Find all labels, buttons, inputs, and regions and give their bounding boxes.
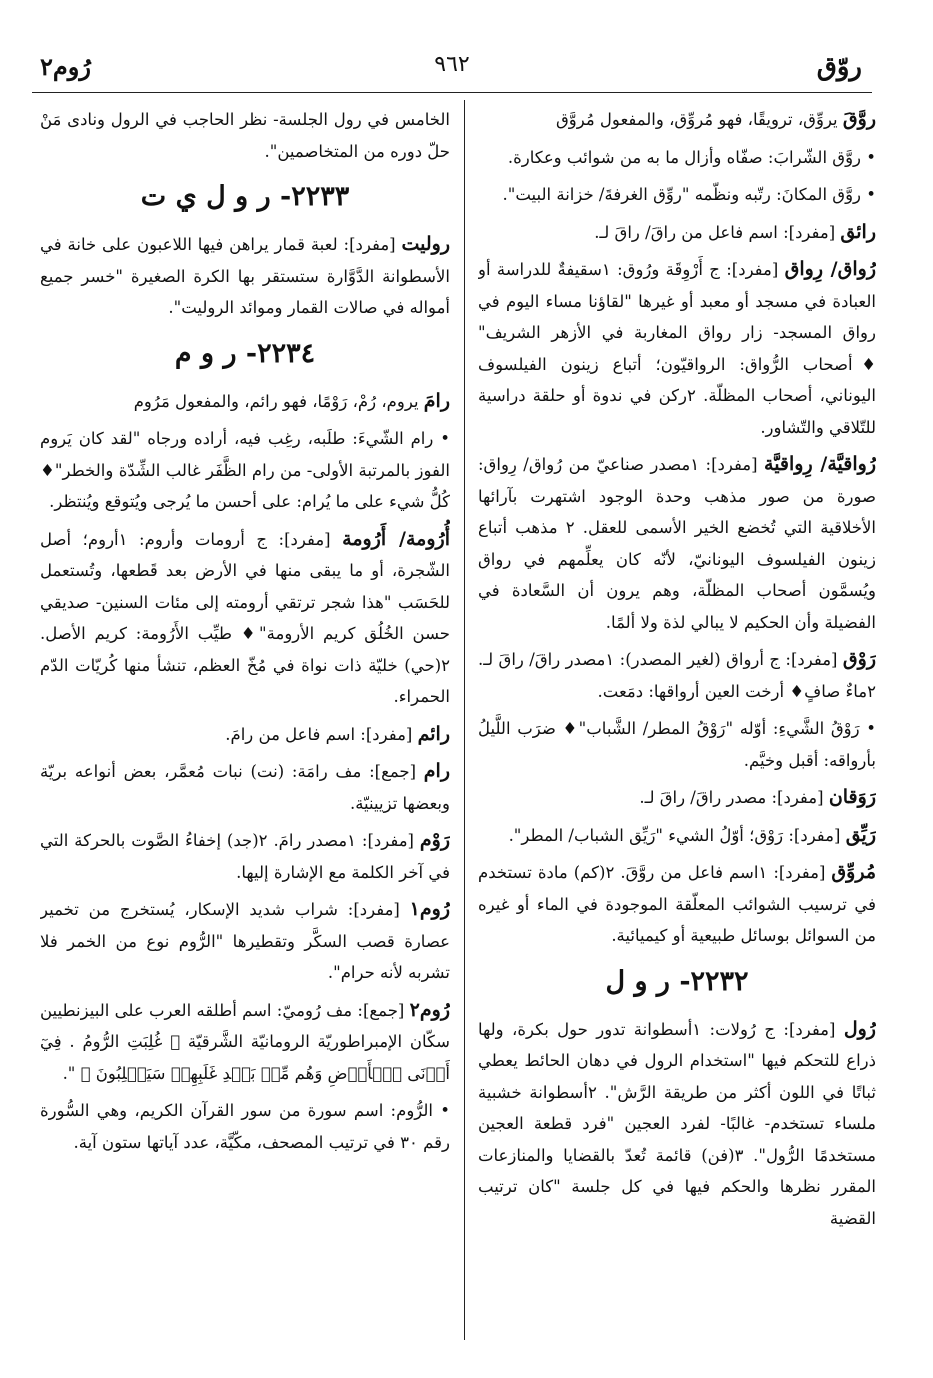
entry-headword: رُواق/ رِواق	[784, 258, 876, 280]
dictionary-entry	[478, 142, 876, 174]
entry-headword: رائم	[417, 722, 450, 745]
entry-definition: [جمع]: مف رامَة: (نت) نبات مُعمَّر، بعض أنواعه بريّة وبعضها تزيينيّة.	[40, 762, 450, 813]
root-heading-2234: ٢٢٣٤- ر و م	[174, 337, 316, 369]
dictionary-entry	[40, 894, 450, 989]
entry-definition: [جمع]: مف رُوميّ: اسم أطلقه العرب على البيزنطيين سكّان الإمبراطوريّة الرومانيّة الشَّرقيّة ﴿ غُلِبَتِ الرُّومُ . فِيٓ أَدۡنَى ٱلۡأَرۡضِ وَهُم مِّنۢ بَعۡدِ غَلَبِهِمۡ سَيَغۡلِبُونَ ﴾ ".	[40, 1000, 450, 1083]
entry-headword: رام	[423, 760, 450, 782]
dictionary-entry	[40, 1095, 450, 1158]
entry-definition: [مفرد]: رَوْق؛ أوّلُ الشيء "رَيِّق الشباب/ المطر".	[508, 825, 841, 845]
continued-text: الخامس في رول الجلسة- نظر الحاجب في الرول ونادى مَنْ حلّ دوره من المتخاصمين".	[40, 110, 450, 161]
dictionary-entry	[40, 229, 450, 324]
entry-definition: [مفرد]: ج رُولات: ١أسطوانة تدور حول بكرة، ولها ذراع للتحكم فيها "استخدام الرول في دهان الحائط يعطي ثباتًا في اللون أكثر من طريقة الرَّش". ٢أسطوانة خشبية ملساء تستخدم- غالبًا- لفرد العجين "فرد قطعة العجين مستخدمًا الرُّول". ٣(فن) قائمة تُعدّ بالقضايا والمنازعات المقرر نظرها والحكم فيها في كل جلسة "كان ترتيب القضية	[478, 1019, 876, 1228]
entry-headword: أُرُومة/ أَرُومة	[342, 527, 450, 550]
dictionary-entry	[478, 857, 876, 952]
entry-definition: • رَوْقُ الشَّيءِ: أوّله "رَوْقُ المطر/ الشَّباب"♦ ضرَب اللَّيلُ بأرواقه: أقبل وخيَّم.	[478, 719, 876, 770]
dictionary-entry	[40, 995, 450, 1090]
dictionary-entry	[478, 254, 876, 443]
root-heading-2233: ٢٢٣٣- ر و ل ي ت	[140, 181, 350, 212]
entry-headword: رَيِّق	[845, 823, 876, 846]
entry-definition: [مفرد]: مصدر راقَ/ راقَ لـ.	[639, 788, 824, 807]
entry-definition: [مفرد]: ج أرومات وأروم: ١أروم؛ أصل الشّجرة، أو ما يبقى منها في الأرض بعد قَطعها، وتُستعمل للحَسَب "هذا شجر ترتقي أرومته إلى مئات السنين- صديقي حسن الخُلُق كريم الأرومة"♦ طيِّب الأَرُومة: كريم الأصل. ٢(حي) خليّة ذات نواة في مُخّ العظم، تنشأ منها كُريّات الدّم الحمراء.	[40, 529, 450, 706]
entry-definition: • الرُّوم: اسم سورة من سور القرآن الكريم، وهي السُّورة رقم ٣٠ في ترتيب المصحف، مكّيَّة، عدد آياتها ستون آية.	[40, 1101, 450, 1152]
entry-definition: [مفرد]: شراب شديد الإسكار، يُستخرج من تخمير عصارة قصب السكَّر وتقطيرها "الرُّوم نوع من الخمر فلا تشربه لأنه حرام".	[40, 900, 450, 982]
entry-headword: رُواقيَّة/ رِواقيَّة	[764, 453, 876, 475]
column-divider	[464, 100, 465, 1340]
entry-headword: رَوَقان	[828, 786, 876, 808]
page-number: ٩٦٢	[434, 52, 470, 77]
dictionary-entry	[478, 782, 876, 814]
dictionary-entry	[478, 1014, 876, 1235]
entry-headword: مُروِّق	[831, 861, 876, 883]
bottom-mark	[360, 1356, 380, 1366]
entry-definition: يروم، رُمْ، رَوْمًا، فهو رائم، والمفعول مَرُوم	[133, 391, 419, 411]
entry-headword: رَوْم	[419, 829, 450, 851]
entry-headword: روَّقَ	[842, 108, 876, 130]
entry-headword: رائق	[840, 220, 876, 243]
entry-definition: [مفرد]: ١مصدر رامَ. ٢(جد) إخفاءُ الصَّوت بالحركة التي في آخر الكلمة مع الإشارة إليها.	[40, 831, 450, 882]
guide-word-right: روّق	[816, 52, 862, 82]
dictionary-entry	[40, 524, 450, 713]
entry-headword: رَوْق	[842, 648, 876, 670]
entry-headword: رُوم١	[409, 898, 450, 920]
dictionary-entry	[478, 713, 876, 776]
entry-headword: رُوم٢	[409, 998, 450, 1021]
dictionary-entry	[40, 719, 450, 751]
entry-definition: [مفرد]: ١مصدر صناعيّ من رُواق/ رِواق: صورة من صور مذهب وحدة الوجود اشتهرت بآرائها الأخلاقية التي تُخضع الخير الأسمى للعقل. ٢ مذهب أتباع زينون الفيلسوف اليونانيّ، لأنّه كان يعلِّمهم في رواق ويُسمَّون أصحاب المظلّة، وهم يرون أن السَّعادة في الفضيلة وأن الحكيم لا يبالي لذة ولا ألمًا.	[478, 455, 876, 632]
dictionary-entry	[40, 386, 450, 418]
entry-definition: يروِّق، ترويقًا، فهو مُروِّق، والمفعول مُروَّق	[555, 110, 838, 129]
entry-definition: [مفرد]: اسم فاعل من راقَ/ راقَ لـ.	[594, 222, 836, 242]
entry-definition: [مفرد]: ١اسم فاعل من روَّقَ. ٢(كم) مادة تستخدم في ترسيب الشوائب المعلّقة الموجودة في الماء أو غيره من السوائل بوسائل طبيعية أو كيميائية.	[478, 863, 876, 945]
dictionary-entry	[478, 104, 876, 136]
root-heading-2232: ٢٢٣٢- ر و ل	[605, 965, 749, 997]
guide-word-left: رُوم٢	[40, 52, 91, 81]
dictionary-entry	[478, 217, 876, 249]
dictionary-entry	[40, 423, 450, 518]
entry-definition: [مفرد]: لعبة قمار يراهن فيها اللاعبون على خانة في الأسطوانة الدَّوَّارة ستستقر بها الكرة الصغيرة "خسر جميع أمواله في صالات القمار وموائد الروليت".	[40, 235, 450, 317]
dictionary-entry	[478, 179, 876, 211]
page-header	[32, 46, 872, 93]
entry-headword: روليت	[401, 233, 450, 255]
entry-definition: [مفرد]: اسم فاعل من رامَ.	[225, 724, 413, 744]
dictionary-entry	[478, 449, 876, 638]
right-column	[478, 104, 876, 1339]
entry-definition: • روَّق الشّرابَ: صفّاه وأزال ما به من شوائب وعكارة.	[507, 147, 876, 167]
entry-headword: رُول	[843, 1017, 876, 1040]
entry-definition: [مفرد]: ج أرواق (لغير المصدر): ١مصدر راقَ/ راقَ لـ. ٢ماءٌ صافٍ♦ أرخت العين أرواقها: دمَعت.	[478, 650, 876, 701]
entry-definition: [مفرد]: ج أَرْوِقَة ورُوق: ١سقيفةٌ للدراسة أو العبادة في مسجد أو معبد أو غيرها "لقاؤنا مساء اليوم في رواق المسجد- زار رواق المغاربة في الأزهر الشريف" ♦أصحاب الرُّواق: الرواقيّون؛ أتباع زينون الفيلسوف اليوناني، أصحاب المظلّة. ٢ركن في ندوة أو حلقة دراسية للتّلاقي والتّشاور.	[478, 260, 876, 437]
dictionary-entry	[478, 644, 876, 707]
dictionary-entry	[478, 820, 876, 852]
entry-definition: • رام الشّيءَ: طلَبه، رغِب فيه، أراده ورجاه "لقد كان يَروم الفوز بالمرتبة الأولى- من رام الظَّفَر غالب الشِّدّة والخطر"♦ كُلُّ شيء على ما يُرام: على أحسن ما يُرجى ويُتوقع ويُنتظر.	[40, 429, 450, 511]
left-column	[40, 104, 450, 1339]
entry-headword: رامَ	[423, 389, 450, 412]
dictionary-entry	[40, 756, 450, 819]
dictionary-entry	[40, 825, 450, 888]
entry-definition: • روَّق المكانَ: رتّبه ونظّمه "روِّق الغرفةَ/ خزانة البيت".	[502, 185, 876, 204]
